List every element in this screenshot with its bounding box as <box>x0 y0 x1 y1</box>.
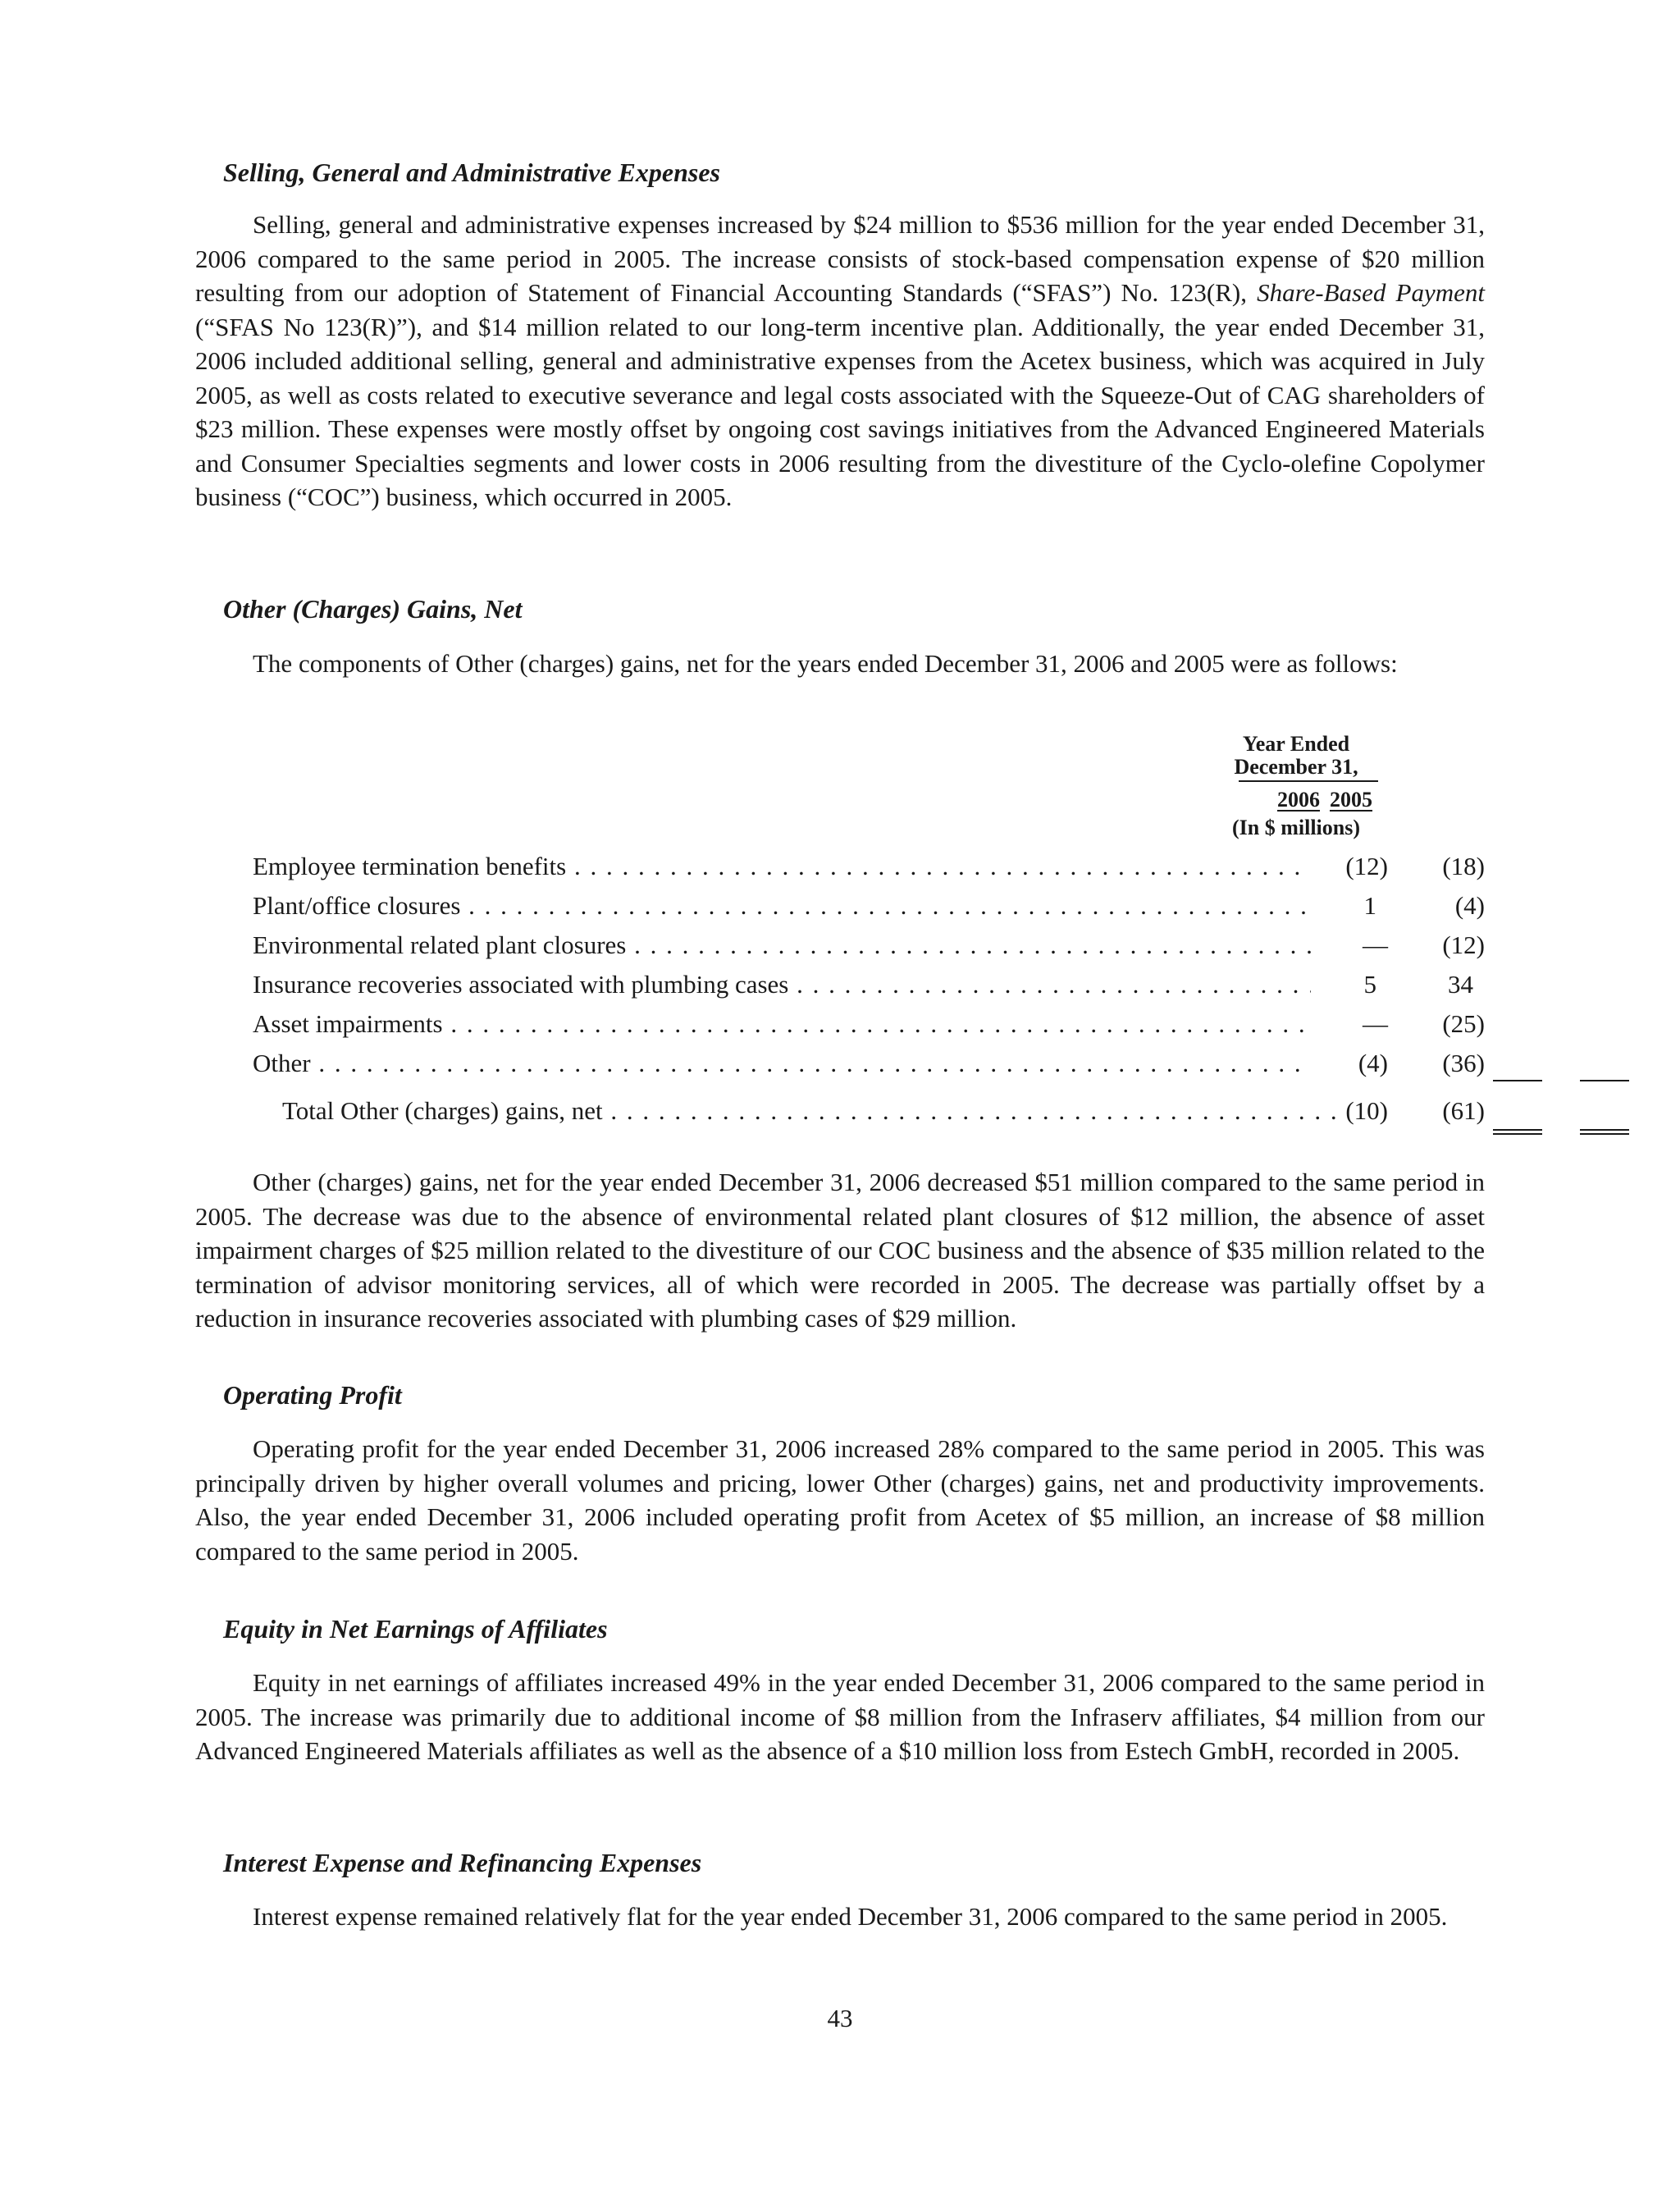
section-heading-sga: Selling, General and Administrative Expenses <box>223 158 720 187</box>
table-row <box>253 847 1485 886</box>
paragraph-sga-text-1: Selling, general and administrative expenses increased by $24 million to $536 million for the year ended December 31, 2006 compared to the same period in 2005. The increase consists of stock-based compensation expense of $20 million resulting from our adoption of Statement of Financial Accounting Standards (“SFAS”) No. 123(R), <box>195 210 1485 307</box>
table-cell-2006: 1 <box>1363 891 1376 920</box>
table-cell-2005: (4) <box>1454 891 1485 920</box>
table-total-row <box>253 1091 1485 1131</box>
table-cell-2006: — <box>1363 1009 1388 1038</box>
table-cell-2005: (25) <box>1442 1009 1485 1038</box>
table-header-rule <box>1239 780 1378 782</box>
table-row-label: Plant/office closures . . . <box>253 886 1311 926</box>
paragraph-sga-text-2: (“SFAS No 123(R)”), and $14 million related to our long-term incentive plan. Additionally, the year ended December 31, 2006 included additional selling, general and administrative expenses from the Acetex business, which was acquired in July 2005, as well as costs related to executive severance and legal costs associated with the Squeeze-Out of CAG shareholders of $23 million. These expenses were mostly offset by ongoing cost savings initiatives from the Advanced Engineered Materials and Consumer Specialties segments and lower costs in 2006 resulting from the divestiture of the Cyclo-olefine Copolymer business (“COC”) business, which occurred in 2005. <box>195 312 1485 511</box>
paragraph-operating: Operating profit for the year ended December 31, 2006 increased 28% compared to the same period in 2005. This was principally driven by higher overall volumes and pricing, lower Other (charges) gains, net and productivity improvements. Also, the year ended December 31, 2006 included operating profit from Acetex of $5 million, an increase of $8 million compared to the same period in 2005. <box>195 1434 1485 1566</box>
table-cell-2005: (18) <box>1442 852 1485 880</box>
table-row <box>253 965 1485 1004</box>
table-row-label: Insurance recoveries associated with plumbing cases . . . <box>253 965 1311 1004</box>
table-row <box>253 1004 1485 1044</box>
paragraph-other-intro: The components of Other (charges) gains, net for the years ended December 31, 2006 and 2005 were as follows: <box>253 649 1398 678</box>
section-heading-operating: Operating Profit <box>223 1380 402 1410</box>
table-total-2005: (61) <box>1442 1096 1485 1125</box>
table-total-2006: (10) <box>1345 1096 1388 1125</box>
paragraph-other: Other (charges) gains, net for the year ended December 31, 2006 decreased $51 million compared to the same period in 2005. The decrease was due to the absence of environmental related plant closures of $12 million, the absence of asset impairment charges of $25 million related to the divestiture of our COC business and the absence of $35 million related to the termination of advisor monitoring services, all of which were recorded in 2005. The decrease was partially offset by a reduction in insurance recoveries associated with plumbing cases of $29 million. <box>195 1168 1485 1333</box>
table-row-label: Employee termination benefits . . . <box>253 847 1311 886</box>
table-cell-2005: (36) <box>1442 1049 1485 1077</box>
table-row-label: Environmental related plant closures . . . <box>253 926 1311 965</box>
section-heading-other: Other (Charges) Gains, Net <box>223 594 523 624</box>
table-header-december: December 31, <box>1234 755 1358 779</box>
page-number: 43 <box>827 2004 853 2032</box>
total-double-rule-2005 <box>1580 1129 1629 1135</box>
table-row <box>253 1044 1485 1083</box>
subtotal-rule-2005 <box>1580 1080 1629 1081</box>
table-cell-2006: (12) <box>1345 852 1388 880</box>
table-cell-2005: 34 <box>1448 970 1473 999</box>
table-cell-2006: — <box>1363 930 1388 959</box>
table-row-label: Other . . . <box>253 1044 1311 1083</box>
table-total-label: Total Other (charges) gains, net . . . <box>253 1091 1340 1131</box>
table-cell-2006: (4) <box>1358 1049 1388 1077</box>
subtotal-rule-2006 <box>1493 1080 1542 1081</box>
paragraph-sga <box>195 208 1485 514</box>
paragraph-interest: Interest expense remained relatively flat for the year ended December 31, 2006 compared to the same period in 2005. <box>253 1902 1448 1931</box>
table-header-year-ended: Year Ended <box>1242 732 1350 756</box>
table-row <box>253 886 1485 926</box>
section-heading-equity: Equity in Net Earnings of Affiliates <box>223 1614 608 1644</box>
table-header-col-2006: 2006 <box>1277 788 1320 812</box>
table-header-units: (In $ millions) <box>1231 816 1361 839</box>
section-heading-interest: Interest Expense and Refinancing Expenses <box>223 1848 702 1877</box>
table-row <box>253 926 1485 965</box>
table-header-col-2005: 2005 <box>1330 788 1372 812</box>
table-cell-2006: 5 <box>1363 970 1376 999</box>
table-row-label: Asset impairments . . . <box>253 1004 1311 1044</box>
paragraph-sga-italic: Share-Based Payment <box>1257 278 1485 307</box>
total-double-rule-2006 <box>1493 1129 1542 1135</box>
table-cell-2005: (12) <box>1442 930 1485 959</box>
paragraph-equity: Equity in net earnings of affiliates increased 49% in the year ended December 31, 2006 compared to the same period in 2005. The increase was primarily due to additional income of $8 million from the Infraserv affiliates, $4 million from our Advanced Engineered Materials affiliates as well as the absence of a $10 million loss from Estech GmbH, recorded in 2005. <box>195 1668 1485 1765</box>
